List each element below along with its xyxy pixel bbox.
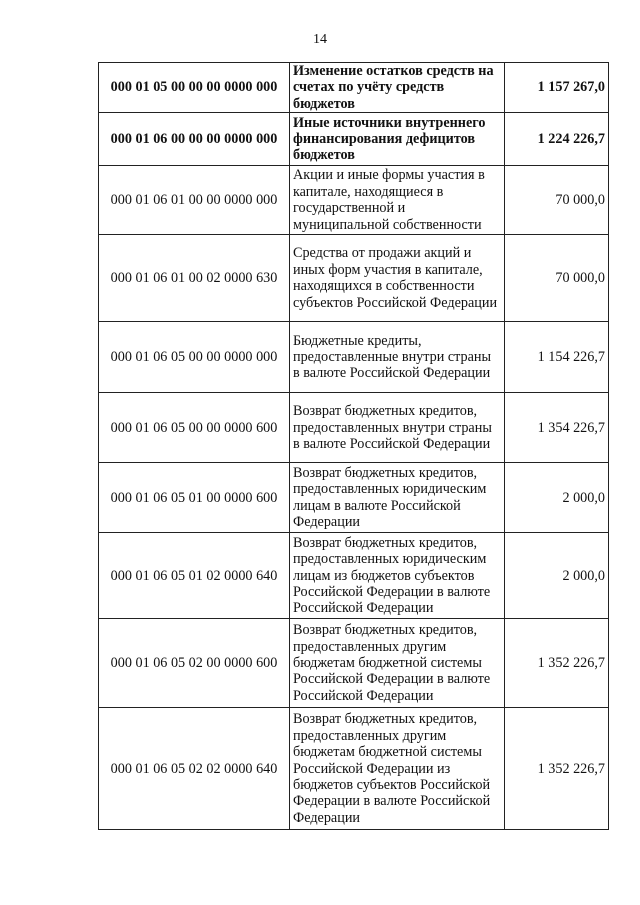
table-row <box>99 235 609 322</box>
table-row <box>99 619 609 708</box>
row-amount: 1 352 226,7 <box>505 708 609 830</box>
table-row <box>99 393 609 463</box>
row-amount: 1 354 226,7 <box>505 393 609 463</box>
table-row <box>99 708 609 830</box>
row-name: Бюджетные кредиты, предоставленные внутри страны в валюте Российской Федерации <box>290 322 505 393</box>
row-code: 000 01 05 00 00 00 0000 000 <box>99 63 290 113</box>
row-name: Возврат бюджетных кредитов, предоставленных другим бюджетам бюджетной системы Российской Федерации в валюте Российской Федерации <box>290 619 505 708</box>
row-name: Акции и иные формы участия в капитале, находящиеся в государственной и муниципальной собственности <box>290 166 505 235</box>
row-name: Возврат бюджетных кредитов, предоставленных другим бюджетам бюджетной системы Российской Федерации из бюджетов субъектов Российской Федерации в валюте Российской Федерации <box>290 708 505 830</box>
page-number: 14 <box>313 32 327 47</box>
table-row <box>99 113 609 166</box>
table-row <box>99 166 609 235</box>
row-amount: 70 000,0 <box>505 166 609 235</box>
row-amount: 1 157 267,0 <box>505 63 609 113</box>
row-code: 000 01 06 05 02 02 0000 640 <box>99 708 290 830</box>
row-amount: 2 000,0 <box>505 533 609 619</box>
row-amount: 1 224 226,7 <box>505 113 609 166</box>
row-code: 000 01 06 01 00 00 0000 000 <box>99 166 290 235</box>
row-name: Возврат бюджетных кредитов, предоставленных внутри страны в валюте Российской Федерации <box>290 393 505 463</box>
row-code: 000 01 06 05 00 00 0000 600 <box>99 393 290 463</box>
row-name: Возврат бюджетных кредитов, предоставленных юридическим лицам в валюте Российской Федерации <box>290 463 505 533</box>
row-code: 000 01 06 00 00 00 0000 000 <box>99 113 290 166</box>
row-code: 000 01 06 05 00 00 0000 000 <box>99 322 290 393</box>
row-name: Иные источники внутреннего финансирования дефицитов бюджетов <box>290 113 505 166</box>
table-row <box>99 463 609 533</box>
row-amount: 2 000,0 <box>505 463 609 533</box>
row-name: Изменение остатков средств на счетах по учёту средств бюджетов <box>290 63 505 113</box>
row-name: Средства от продажи акций и иных форм участия в капитале, находящихся в собственности субъектов Российской Федерации <box>290 235 505 322</box>
row-code: 000 01 06 05 01 02 0000 640 <box>99 533 290 619</box>
table-row <box>99 322 609 393</box>
row-code: 000 01 06 05 02 00 0000 600 <box>99 619 290 708</box>
row-code: 000 01 06 01 00 02 0000 630 <box>99 235 290 322</box>
table-row <box>99 533 609 619</box>
table-row <box>99 63 609 113</box>
row-code: 000 01 06 05 01 00 0000 600 <box>99 463 290 533</box>
row-amount: 70 000,0 <box>505 235 609 322</box>
budget-sources-table <box>98 62 609 830</box>
row-amount: 1 352 226,7 <box>505 619 609 708</box>
row-name: Возврат бюджетных кредитов, предоставленных юридическим лицам из бюджетов субъектов Российской Федерации в валюте Российской Федерации <box>290 533 505 619</box>
row-amount: 1 154 226,7 <box>505 322 609 393</box>
